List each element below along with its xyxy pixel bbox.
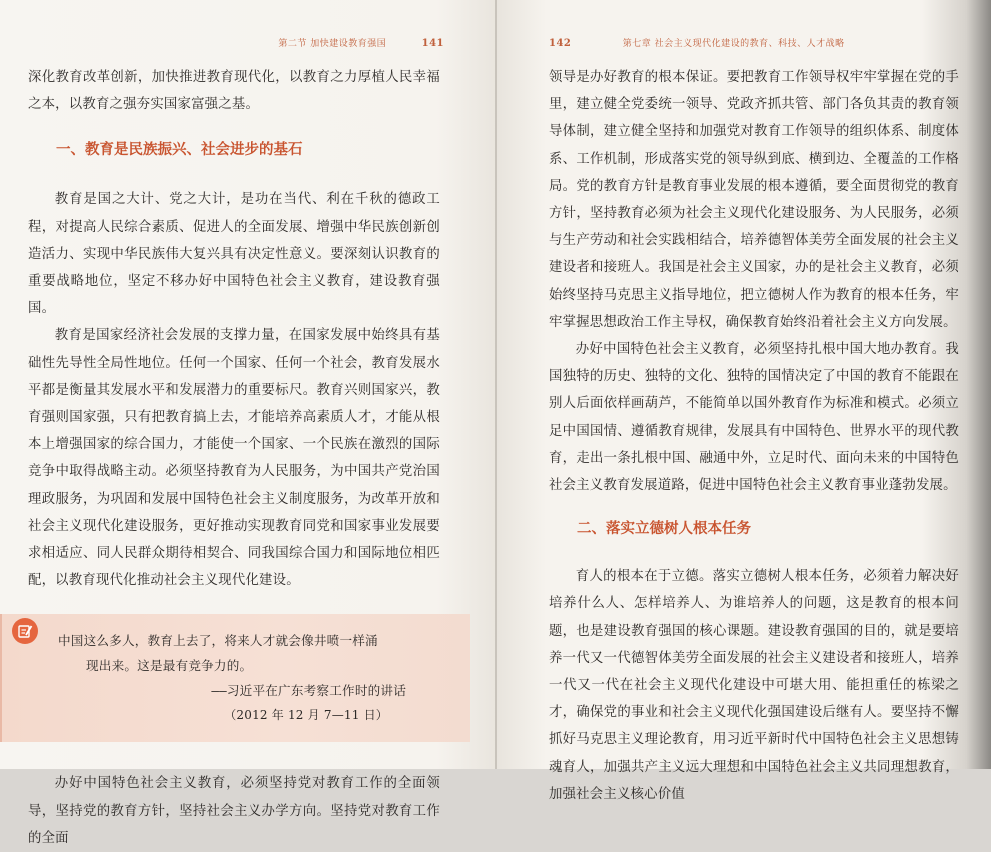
quote-box bbox=[0, 614, 470, 742]
pen-note-icon bbox=[12, 618, 38, 644]
right-running-header bbox=[549, 36, 845, 49]
quote-line-2: 现出来。这是最有竞争力的。 bbox=[86, 658, 253, 674]
left-paragraph-3: 办好中国特色社会主义教育，必须坚持党对教育工作的全面领导，坚持党的教育方针，坚持社会主义办学方向。坚持党对教育工作的全面 bbox=[28, 776, 440, 846]
left-page-number: 141 bbox=[421, 38, 444, 49]
section-heading-2: 二、落实立德树人根本任务 bbox=[577, 520, 751, 538]
right-header-chapter: 第七章 社会主义现代化建设的教育、科技、人才战略 bbox=[622, 39, 845, 49]
left-paragraph-2: 教育是国家经济社会发展的支撑力量，在国家发展中始终具有基础性先导性全局性地位。任何一个国家、任何一个社会，教育发展水平都是衡量其发展水平和发展潜力的重要标尺。教育兴则国家兴，教育强则国家强，只有把教育搞上去，才能培养高素质人才，才能从根本上增强国家的综合国力，才能使一个国家、一个民族在激烈的国际竞争中取得战略主动。必须坚持教育为人民服务，为中国共产党治国理政服务，为巩固和发展中国特色社会主义制度服务，为改革开放和社会主义现代化建设服务，更好推动实现教育同党和国家事业发展要求相适应、同人民群众期待相契合、同我国综合国力和国际地位相匹配，以教育现代化推动社会主义现代化建设。 bbox=[28, 328, 440, 589]
right-page bbox=[497, 0, 991, 802]
quote-line-1: 中国这么多人，教育上去了，将来人才就会像井喷一样涌 bbox=[58, 633, 378, 649]
left-running-header bbox=[278, 36, 444, 49]
left-page bbox=[0, 0, 496, 846]
right-page-content bbox=[549, 64, 959, 808]
section-heading-1: 一、教育是民族振兴、社会进步的基石 bbox=[56, 141, 303, 159]
left-header-section: 第二节 加快建设教育强国 bbox=[278, 39, 387, 49]
right-paragraph-continued: 领导是办好教育的根本保证。要把教育工作领导权牢牢掌握在党的手里，建立健全党委统一领导、党政齐抓共管、部门各负其责的教育领导体制，建立健全坚持和加强党对教育工作领导的组织体系、制度体系、工作机制，形成落实党的领导纵到底、横到边、全覆盖的工作格局。党的教育方针是教育事业发展的根本遵循，要全面贯彻党的教育方针，坚持教育必须为社会主义现代化建设服务、为人民服务，必须与生产劳动和社会实践相结合，培养德智体美劳全面发展的社会主义建设者和接班人。我国是社会主义国家，办的是社会主义教育，必须始终坚持马克思主义指导地位，把立德树人作为教育的根本任务，牢牢掌握思想政治工作主导权，确保教育始终沿着社会主义方向发展。 bbox=[549, 70, 959, 330]
left-paragraph-continued: 深化教育改革创新，加快推进教育现代化，以教育之力厚植人民幸福之本，以教育之强夯实国家富强之基。 bbox=[28, 70, 440, 113]
left-paragraph-1: 教育是国之大计、党之大计，是功在当代、利在千秋的德政工程，对提高人民综合素质、促进人的全面发展、增强中华民族创新创造活力、实现中华民族伟大复兴具有决定性意义。要深刻认识教育的重要战略地位，坚定不移办好中国特色社会主义教育，建设教育强国。 bbox=[28, 192, 440, 317]
right-page-number: 142 bbox=[549, 38, 572, 49]
quote-source: ——习近平在广东考察工作时的讲话 bbox=[211, 683, 406, 699]
left-page-content bbox=[28, 64, 440, 852]
right-paragraph-1: 办好中国特色社会主义教育，必须坚持扎根中国大地办教育。我国独特的历史、独特的文化、独特的国情决定了中国的教育不能跟在别人后面依样画葫芦，不能简单以国外教育作为标准和模式。必须立足中国国情、遵循教育规律，发展具有中国特色、世界水平的现代教育，走出一条扎根中国、融通中外，立足时代、面向未来的中国特色社会主义教育发展道路，促进中国特色社会主义教育事业蓬勃发展。 bbox=[549, 342, 959, 494]
right-paragraph-2: 育人的根本在于立德。落实立德树人根本任务，必须着力解决好培养什么人、怎样培养人、为谁培养人的问题，这是教育的根本问题，也是建设教育强国的核心课题。建设教育强国的目的，就是要培养一代又一代德智体美劳全面发展的社会主义建设者和接班人，培养一代又一代在社会主义现代化建设中可堪大用、能担重任的栋梁之才，确保党的事业和社会主义现代化强国建设后继有人。要坚持不懈抓好马克思主义理论教育，用习近平新时代中国特色社会主义思想铸魂育人，加强共产主义远大理想和中国特色社会主义共同理想教育，加强社会主义核心价值 bbox=[549, 569, 959, 802]
quote-date: （2012 年 12 月 7—11 日） bbox=[224, 708, 388, 723]
